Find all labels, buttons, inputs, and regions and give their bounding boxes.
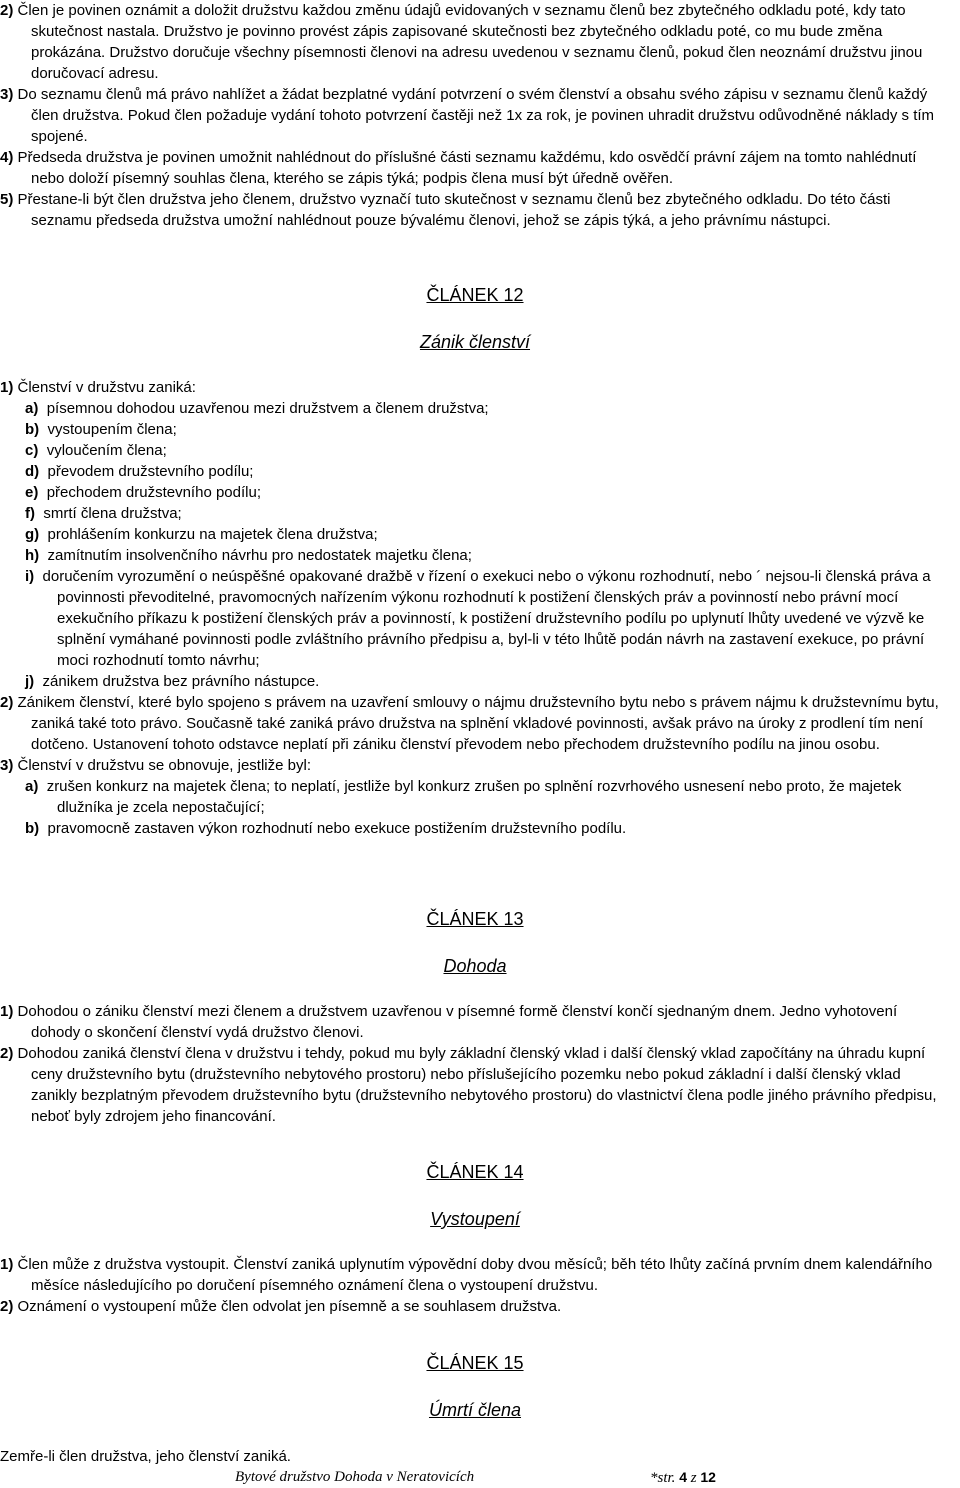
paragraph-3: 3) Členství v družstvu se obnovuje, jestliže byl: <box>0 757 311 774</box>
list-item: e) přechodem družstevního podílu; <box>25 484 261 501</box>
article-14-heading: ČLÁNEK 14 <box>426 1162 524 1182</box>
paragraph-4: 4) Předseda družstva je povinen umožnit nahlédnout do příslušné části seznamu každému, kdo osvědčí právní zájem na tomto nahlédnutí nebo doloží písemný souhlas člena, kterého se zápis týká; podpis člena musí být úředně ověřen. <box>0 149 917 187</box>
footer-organization: Bytové družstvo Dohoda v Neratovicích <box>235 1469 475 1485</box>
list-item: j) zánikem družstva bez právního nástupce. <box>25 673 320 690</box>
article-12-body <box>0 377 950 839</box>
paragraph-2: 2) Zánikem členství, které bylo spojeno s právem na uzavření smlouvy o nájmu družstevního bytu nebo s právem nájmu k družstevnímu bytu, zaniká také toto právo. Současně také zaniká právo družstva na splnění vkladové povinnosti, avšak právo na úroky z prodlení tím není dotčeno. Ustanovení tohoto odstavce neplatí při zániku členství převodem nebo přechodem družstevního podílu na jinou osobu. <box>0 694 939 753</box>
paragraph-1: 1) Člen může z družstva vystoupit. Členství zaniká uplynutím výpovědní doby dvou měsíců; běh této lhůty začíná prvním dnem kalendářního měsíce následujícího po doručení písemného oznámení člena o vystoupení družstvu. <box>0 1256 933 1294</box>
article-13-body <box>0 1001 950 1127</box>
article-14-title: Vystoupení <box>430 1209 520 1229</box>
article-15-text: Zemře-li člen družstva, jeho členství zaniká. <box>0 1448 291 1465</box>
article-15-heading: ČLÁNEK 15 <box>426 1353 524 1373</box>
paragraph-2: 2) Člen je povinen oznámit a doložit družstvu každou změnu údajů evidovaných v seznamu členů bez zbytečného odkladu poté, kdy tato skutečnost nastala. Družstvo je povinno provést zápis zapisované skutečnosti bez zbytečného odkladu poté, co mu bude změna prokázána. Družstvo doručuje všechny písemnosti členovi na adresu uvedenou v seznamu členů, pokud člen neoznámí družstvu jinou doručovací adresu. <box>0 2 923 82</box>
termination-list <box>0 398 950 692</box>
list-item: f) smrtí člena družstva; <box>25 505 182 522</box>
paragraph-2: 2) Oznámení o vystoupení může člen odvolat jen písemně a se souhlasem družstva. <box>0 1298 562 1315</box>
list-item: b) vystoupením člena; <box>25 421 177 438</box>
prev-article-paragraphs <box>0 0 950 231</box>
paragraph-1: 1) Členství v družstvu zaniká: <box>0 379 196 396</box>
list-item: b) pravomocně zastaven výkon rozhodnutí nebo exekuce postižením družstevního podílu. <box>25 820 627 837</box>
paragraph-2: 2) Dohodou zaniká členství člena v družstvu i tehdy, pokud mu byly základní členský vklad i další členský vklad započítány na úhradu kupní ceny družstevního bytu (družstevního nebytového prostoru) nebo příslušejícího pozemku nebo pokud základní i další členský vklad zanikly bezplatným převodem družstevního bytu (družstevního nebytového prostoru) do vlastnictví člena podle jiného právního předpisu, neboť byly zdrojem jeho financování. <box>0 1045 937 1125</box>
article-13-title: Dohoda <box>443 956 507 976</box>
article-13-heading: ČLÁNEK 13 <box>426 909 524 929</box>
paragraph-5: 5) Přestane-li být člen družstva jeho členem, družstvo vyznačí tuto skutečnost v seznamu členů bez zbytečného odkladu. Do této části seznamu předseda družstva umožní nahlédnout pouze bývalému členovi, jehož se zápis týká, a jeho právnímu nástupci. <box>0 191 891 229</box>
list-item: d) převodem družstevního podílu; <box>25 463 254 480</box>
footer-page-number: *str. 4 z 12 <box>650 1469 716 1486</box>
list-item: c) vyloučením člena; <box>25 442 167 459</box>
list-item: h) zamítnutím insolvenčního návrhu pro nedostatek majetku člena; <box>25 547 472 564</box>
paragraph-1: 1) Dohodou o zániku členství mezi členem a družstvem uzavřenou v písemné formě členství končí sjednaným dnem. Jedno vyhotovení dohody o skončení členství vydá družstvo členovi. <box>0 1003 898 1041</box>
article-15-title: Úmrtí člena <box>428 1400 522 1420</box>
list-item: g) prohlášením konkurzu na majetek člena družstva; <box>25 526 378 543</box>
list-item: a) písemnou dohodou uzavřenou mezi družstvem a členem družstva; <box>25 400 489 417</box>
paragraph-3: 3) Do seznamu členů má právo nahlížet a žádat bezplatné vydání potvrzení o svém členství a obsahu svého zápisu v seznamu členů každý člen družstva. Pokud člen požaduje vydání tohoto potvrzení častěji než 1x za rok, je povinen uhradit družstvu odůvodněné náklady s tím spojené. <box>0 86 935 145</box>
article-14-body <box>0 1254 950 1317</box>
article-12-heading: ČLÁNEK 12 <box>426 285 524 305</box>
list-item: a) zrušen konkurz na majetek člena; to neplatí, jestliže byl konkurz zrušen po splnění rozvrhového usnesení nebo proto, že majetek dlužníka je zcela nepostačující; <box>25 778 902 816</box>
list-item: i) doručením vyrozumění o neúspěšné opakované dražbě v řízení o exekuci nebo o výkonu rozhodnutí, nebo ´ nejsou-li členská práva a povinnosti převoditelné, pravomocných nařízením výkonu rozhodnutí k postižení členských práv a povinností nebo právní mocí exekučního příkazu k postižení členských práv a povinností, k postižení družstevního podílu po uplynutí lhůty uvedené ve výzvě ke splnění vymáhané povinnosti podle zvláštního právního předpisu a, byl-li v této lhůtě podán návrh na zastavení exekuce, po právní moci rozhodnutí tomto návrhu; <box>25 568 931 669</box>
renewal-list <box>0 776 950 839</box>
article-12-title: Zánik členství <box>419 332 531 352</box>
